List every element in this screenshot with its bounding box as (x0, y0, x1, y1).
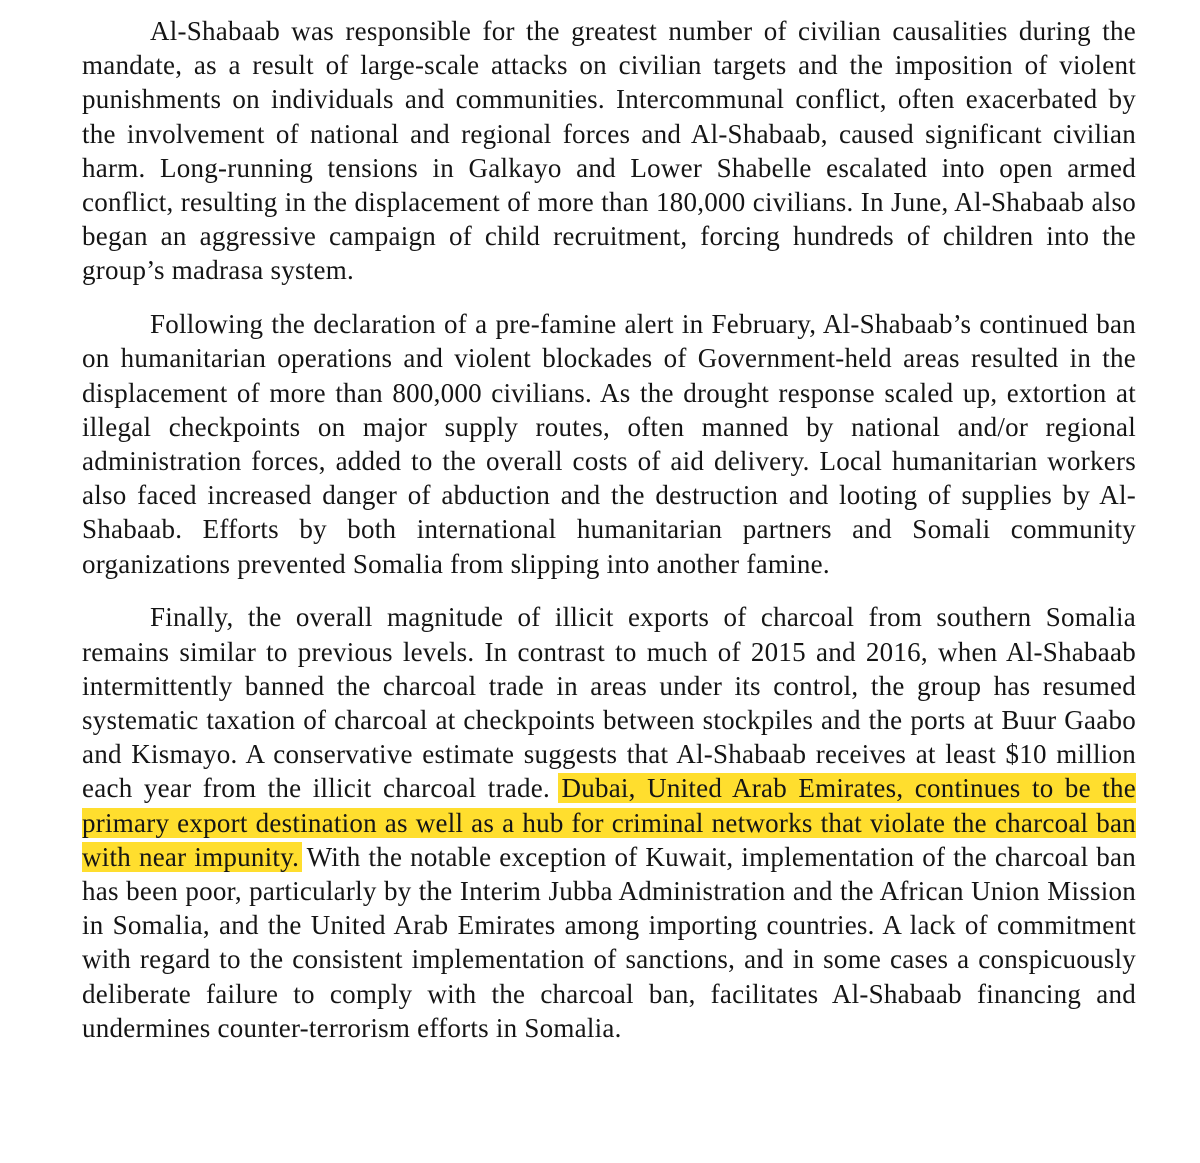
text-column (82, 14, 1136, 1045)
paragraph-charcoal-exports (82, 600, 1136, 1045)
paragraph-civilian-casualties: Al-Shabaab was responsible for the greatest number of civilian causalities during the mandate, as a result of large-scale attacks on civilian targets and the imposition of violent punishments on individuals and communities. Intercommunal conflict, often exacerbated by the involvement of national and regional forces and Al-Shabaab, caused significant civilian harm. Long-running tensions in Galkayo and Lower Shabelle escalated into open armed conflict, resulting in the displacement of more than 180,000 civilians. In June, Al-Shabaab also began an aggressive campaign of child recruitment, forcing hundreds of children into the group’s madrasa system. (82, 16, 1136, 286)
charcoal-text-after: With the notable exception of Kuwait, implementation of the charcoal ban has been poor, particularly by the Interim Jubba Administration and the African Union Mission in Somalia, and the United Arab Emirates among importing countries. A lack of commitment with regard to the consistent implementation of sanctions, and in some cases a conspicuously deliberate failure to comply with the charcoal ban, facilitates Al-Shabaab financing and undermines counter-terrorism efforts in Somalia. (82, 841, 1137, 1043)
charcoal-text-before: Finally, the overall magnitude of illicit exports of charcoal from southern Somalia remains similar to previous levels. In contrast to much of 2015 and 2016, when Al-Shabaab intermittently banned the charcoal trade in areas under its control, the group has resumed systematic taxation of charcoal at checkpoints between stockpiles and the ports at Buur Gaabo and Kismayo. A conservative estimate suggests that Al-Shabaab receives at least $10 million each year from the illicit charcoal trade. (82, 602, 1136, 804)
highlighted-sentence: Dubai, United Arab Emirates, continues to be the primary export destination as well as a hub for criminal networks that violate the charcoal ban with near impunity. (82, 773, 1136, 872)
paragraph-pre-famine: Following the declaration of a pre-famine alert in February, Al-Shabaab’s continued ban on humanitarian operations and violent blockades of Government-held areas resulted in the displacement of more than 800,000 civilians. As the drought response scaled up, extortion at illegal checkpoints on major supply routes, often manned by national and/or regional administration forces, added to the overall costs of aid delivery. Local humanitarian workers also faced increased danger of abduction and the destruction and looting of supplies by Al-Shabaab. Efforts by both international humanitarian partners and Somali community organizations prevented Somalia from slipping into another famine. (82, 309, 1136, 579)
